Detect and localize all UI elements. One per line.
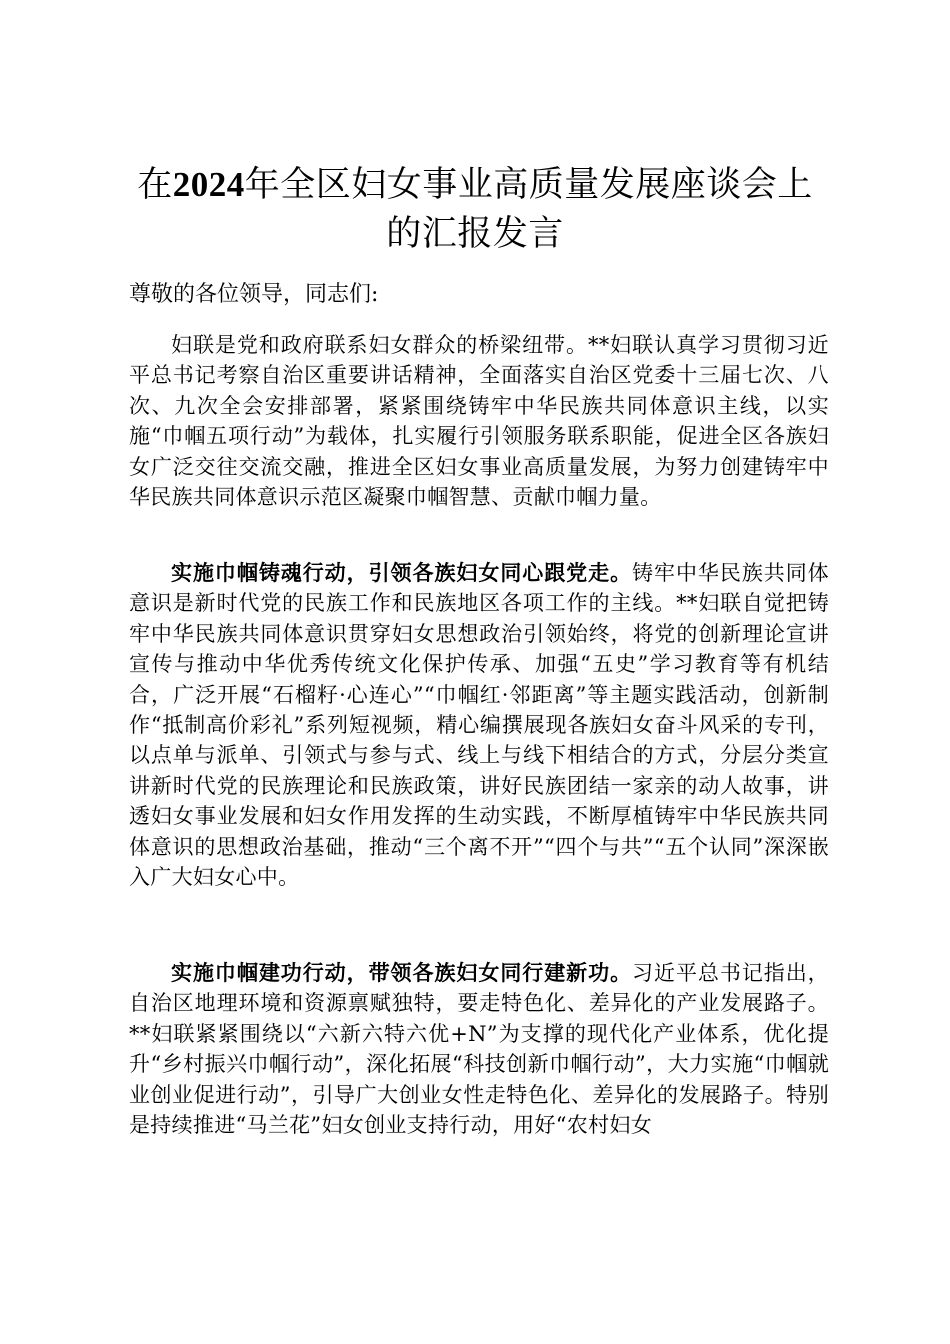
- paragraph-body: 铸牢中华民族共同体意识是新时代党的民族工作和民族地区各项工作的主线。**妇联自觉把铸牢中华民族共同体意识贯穿妇女思想政治引领始终，将党的创新理论宣讲宣传与推动中华优秀传统文化保护传承、加强“五史”学习教育等有机结合，广泛开展“石榴籽·心连心”“巾帼红·邻距离”等主题实践活动，创新制作“抵制高价彩礼”系列短视频，精心编撰展现各族妇女奋斗风采的专刊，以点单与派单、引领式与参与式、线上与线下相结合的方式，分层分类宣讲新时代党的民族理论和民族政策，讲好民族团结一家亲的动人故事，讲透妇女事业发展和妇女作用发挥的生动实践，不断厚植铸牢中华民族共同体意识的思想政治基础，推动“三个离不开”“四个与共”“五个认同”深深嵌入广大妇女心中。: [129, 561, 829, 890]
- paragraph-body: 习近平总书记指出，自治区地理环境和资源禀赋独特，要走特色化、差异化的产业发展路子。**妇联紧紧围绕以“六新六特六优+N”为支撑的现代化产业体系，优化提升“乡村振兴巾帼行动”，深化拓展“科技创新巾帼行动”，大力实施“巾帼就业创业促进行动”，引导广大创业女性走特色化、差异化的发展路子。特别是持续推进“马兰花”妇女创业支持行动，用好“农村妇女: [129, 961, 829, 1138]
- paragraph-intro: [129, 330, 829, 512]
- paragraph-heading: 实施巾帼铸魂行动，引领各族妇女同心跟党走。: [171, 560, 633, 585]
- title-year: 2024: [172, 165, 245, 204]
- document-title: [120, 160, 830, 259]
- paragraph-soul-casting: [129, 558, 829, 892]
- title-rest: 年全区妇女事业高质量发展座谈会上的汇报发言: [244, 165, 813, 254]
- title-prefix: 在: [137, 165, 173, 205]
- salutation: 尊敬的各位领导，同志们:: [129, 282, 379, 307]
- paragraph-merit-building: [129, 958, 829, 1140]
- paragraph-heading: 实施巾帼建功行动，带领各族妇女同行建新功。: [171, 960, 633, 985]
- paragraph-body: 妇联是党和政府联系妇女群众的桥梁纽带。**妇联认真学习贯彻习近平总书记考察自治区重要讲话精神，全面落实自治区党委十三届七次、八次、九次全会安排部署，紧紧围绕铸牢中华民族共同体意识主线，以实施“巾帼五项行动”为载体，扎实履行引领服务联系职能，促进全区各族妇女广泛交往交流交融，推进全区妇女事业高质量发展，为努力创建铸牢中华民族共同体意识示范区凝聚巾帼智慧、贡献巾帼力量。: [129, 333, 829, 510]
